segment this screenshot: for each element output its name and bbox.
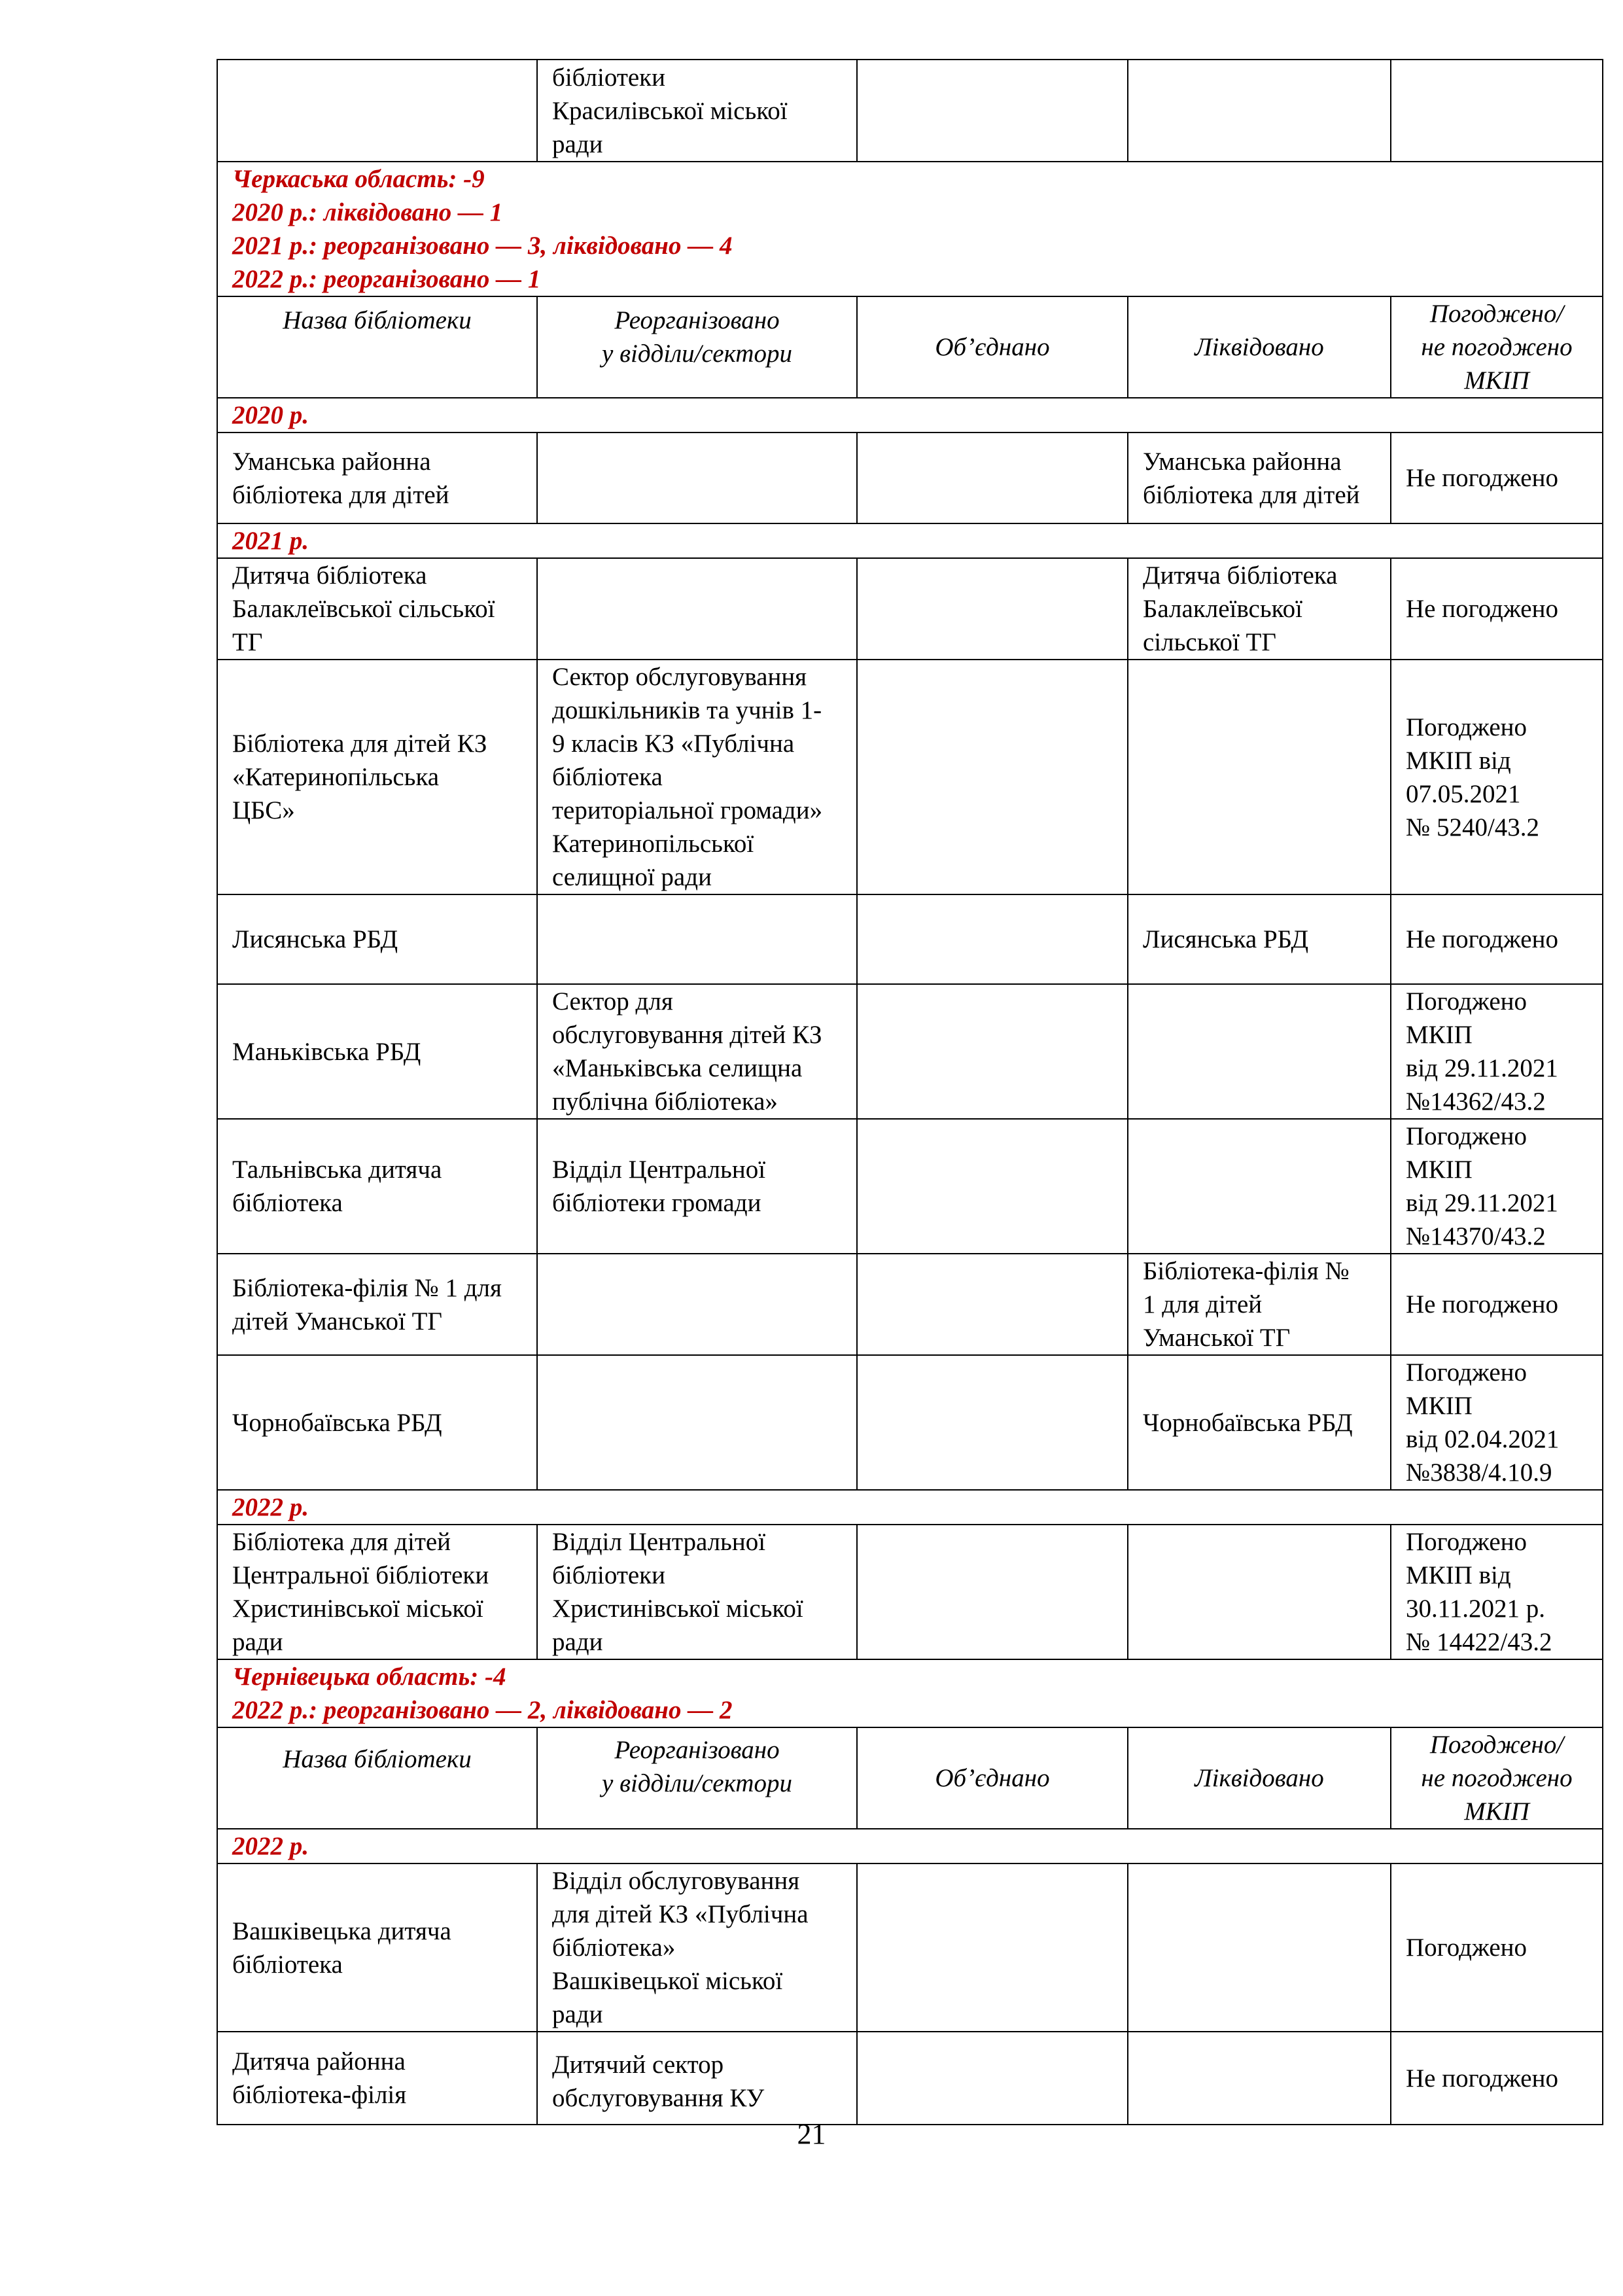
table-row bbox=[217, 894, 1603, 984]
cell-merged bbox=[857, 894, 1128, 984]
cell-liquidated: Дитяча бібліотека Балаклеївської сільської ТГ bbox=[1128, 558, 1391, 660]
cell-merged bbox=[857, 60, 1128, 162]
cell-reorg: Відділ обслуговування для дітей КЗ «Публічна бібліотека» Вашківецької міської ради bbox=[537, 1863, 857, 2032]
year-label-2021: 2021 р. bbox=[217, 523, 1603, 558]
cell-name bbox=[217, 60, 537, 162]
cell-reorg: бібліотеки Красилівської міської ради bbox=[537, 60, 857, 162]
region-summary-row bbox=[217, 1659, 1603, 1727]
cell-agreed: Не погоджено bbox=[1391, 558, 1603, 660]
cell-merged bbox=[857, 1355, 1128, 1490]
cell-agreed bbox=[1391, 60, 1603, 162]
header-agreed: Погоджено/ не погоджено МКІП bbox=[1391, 296, 1603, 398]
cell-liquidated bbox=[1128, 60, 1391, 162]
header-merged: Об’єднано bbox=[857, 1727, 1128, 1829]
cell-agreed: Не погоджено bbox=[1391, 894, 1603, 984]
region-summary-cherkasy: Черкаська область: -9 2020 р.: ліквідовано — 1 2021 р.: реорганізовано — 3, ліквідовано — 4 2022 р.: реорганізовано — 1 bbox=[217, 162, 1603, 296]
cell-reorg bbox=[537, 894, 857, 984]
header-row bbox=[217, 296, 1603, 398]
cell-merged bbox=[857, 1863, 1128, 2032]
cell-name: Дитяча районна бібліотека-філія bbox=[217, 2032, 537, 2125]
year-label-2022: 2022 р. bbox=[217, 1490, 1603, 1525]
cell-reorg: Дитячий сектор обслуговування КУ bbox=[537, 2032, 857, 2125]
cell-agreed: Не погоджено bbox=[1391, 2032, 1603, 2125]
header-name: Назва бібліотеки bbox=[217, 1727, 537, 1829]
cell-liquidated bbox=[1128, 2032, 1391, 2125]
page-number: 21 bbox=[797, 2118, 826, 2150]
cell-agreed: Погоджено МКІП від 30.11.2021 р. № 14422/43.2 bbox=[1391, 1525, 1603, 1659]
cell-merged bbox=[857, 1525, 1128, 1659]
cell-reorg: Сектор обслуговування дошкільників та учнів 1- 9 класів КЗ «Публічна бібліотека територіальної громади» Катеринопільської селищної ради bbox=[537, 660, 857, 894]
cell-name: Лисянська РБД bbox=[217, 894, 537, 984]
year-row bbox=[217, 1829, 1603, 1863]
cell-liquidated bbox=[1128, 1525, 1391, 1659]
region-summary-chernivtsi: Чернівецька область: -4 2022 р.: реорганізовано — 2, ліквідовано — 2 bbox=[217, 1659, 1603, 1727]
year-row bbox=[217, 1490, 1603, 1525]
cell-liquidated bbox=[1128, 1119, 1391, 1254]
cell-reorg bbox=[537, 1355, 857, 1490]
table-row bbox=[217, 1254, 1603, 1355]
table-row bbox=[217, 984, 1603, 1119]
cell-name: Бібліотека-філія № 1 для дітей Уманської ТГ bbox=[217, 1254, 537, 1355]
cell-agreed: Не погоджено bbox=[1391, 1254, 1603, 1355]
cell-merged bbox=[857, 984, 1128, 1119]
table-row bbox=[217, 1863, 1603, 2032]
table-row bbox=[217, 60, 1603, 162]
cell-merged bbox=[857, 433, 1128, 523]
header-name: Назва бібліотеки bbox=[217, 296, 537, 398]
cell-name: Тальнівська дитяча бібліотека bbox=[217, 1119, 537, 1254]
cell-name: Маньківська РБД bbox=[217, 984, 537, 1119]
header-reorg: Реорганізовано у відділи/сектори bbox=[537, 1727, 857, 1829]
header-merged: Об’єднано bbox=[857, 296, 1128, 398]
table-row bbox=[217, 2032, 1603, 2125]
cell-name: Чорнобаївська РБД bbox=[217, 1355, 537, 1490]
table-row bbox=[217, 1525, 1603, 1659]
cell-liquidated: Чорнобаївська РБД bbox=[1128, 1355, 1391, 1490]
cell-liquidated: Уманська районна бібліотека для дітей bbox=[1128, 433, 1391, 523]
cell-reorg bbox=[537, 1254, 857, 1355]
cell-merged bbox=[857, 1119, 1128, 1254]
cell-agreed: Погоджено МКІП від 07.05.2021 № 5240/43.2 bbox=[1391, 660, 1603, 894]
header-liquidated: Ліквідовано bbox=[1128, 1727, 1391, 1829]
cell-reorg bbox=[537, 433, 857, 523]
table-row bbox=[217, 558, 1603, 660]
year-label-2022: 2022 р. bbox=[217, 1829, 1603, 1863]
cell-reorg: Відділ Центральної бібліотеки громади bbox=[537, 1119, 857, 1254]
cell-liquidated bbox=[1128, 660, 1391, 894]
cell-merged bbox=[857, 558, 1128, 660]
cell-agreed: Не погоджено bbox=[1391, 433, 1603, 523]
cell-name: Дитяча бібліотека Балаклеївської сільської ТГ bbox=[217, 558, 537, 660]
year-row bbox=[217, 523, 1603, 558]
cell-reorg: Сектор для обслуговування дітей КЗ «Маньківська селищна публічна бібліотека» bbox=[537, 984, 857, 1119]
year-label-2020: 2020 р. bbox=[217, 398, 1603, 433]
cell-agreed: Погоджено bbox=[1391, 1863, 1603, 2032]
header-reorg: Реорганізовано у відділи/сектори bbox=[537, 296, 857, 398]
cell-merged bbox=[857, 1254, 1128, 1355]
cell-name: Вашківецька дитяча бібліотека bbox=[217, 1863, 537, 2032]
cell-merged bbox=[857, 660, 1128, 894]
table-row bbox=[217, 433, 1603, 523]
cell-merged bbox=[857, 2032, 1128, 2125]
cell-agreed: Погоджено МКІП від 02.04.2021 №3838/4.10.9 bbox=[1391, 1355, 1603, 1490]
cell-liquidated bbox=[1128, 1863, 1391, 2032]
header-agreed: Погоджено/ не погоджено МКІП bbox=[1391, 1727, 1603, 1829]
header-row bbox=[217, 1727, 1603, 1829]
region-summary-row bbox=[217, 162, 1603, 296]
cell-agreed: Погоджено МКІП від 29.11.2021 №14370/43.2 bbox=[1391, 1119, 1603, 1254]
cell-name: Бібліотека для дітей КЗ «Катеринопільська ЦБС» bbox=[217, 660, 537, 894]
cell-name: Уманська районна бібліотека для дітей bbox=[217, 433, 537, 523]
cell-agreed: Погоджено МКІП від 29.11.2021 №14362/43.2 bbox=[1391, 984, 1603, 1119]
table-row bbox=[217, 1119, 1603, 1254]
cell-reorg: Відділ Центральної бібліотеки Христинівської міської ради bbox=[537, 1525, 857, 1659]
libraries-table bbox=[217, 59, 1603, 2125]
cell-reorg bbox=[537, 558, 857, 660]
table-row bbox=[217, 660, 1603, 894]
cell-liquidated: Бібліотека-філія № 1 для дітей Уманської ТГ bbox=[1128, 1254, 1391, 1355]
table-row bbox=[217, 1355, 1603, 1490]
year-row bbox=[217, 398, 1603, 433]
cell-name: Бібліотека для дітей Центральної бібліотеки Христинівської міської ради bbox=[217, 1525, 537, 1659]
cell-liquidated: Лисянська РБД bbox=[1128, 894, 1391, 984]
header-liquidated: Ліквідовано bbox=[1128, 296, 1391, 398]
cell-liquidated bbox=[1128, 984, 1391, 1119]
